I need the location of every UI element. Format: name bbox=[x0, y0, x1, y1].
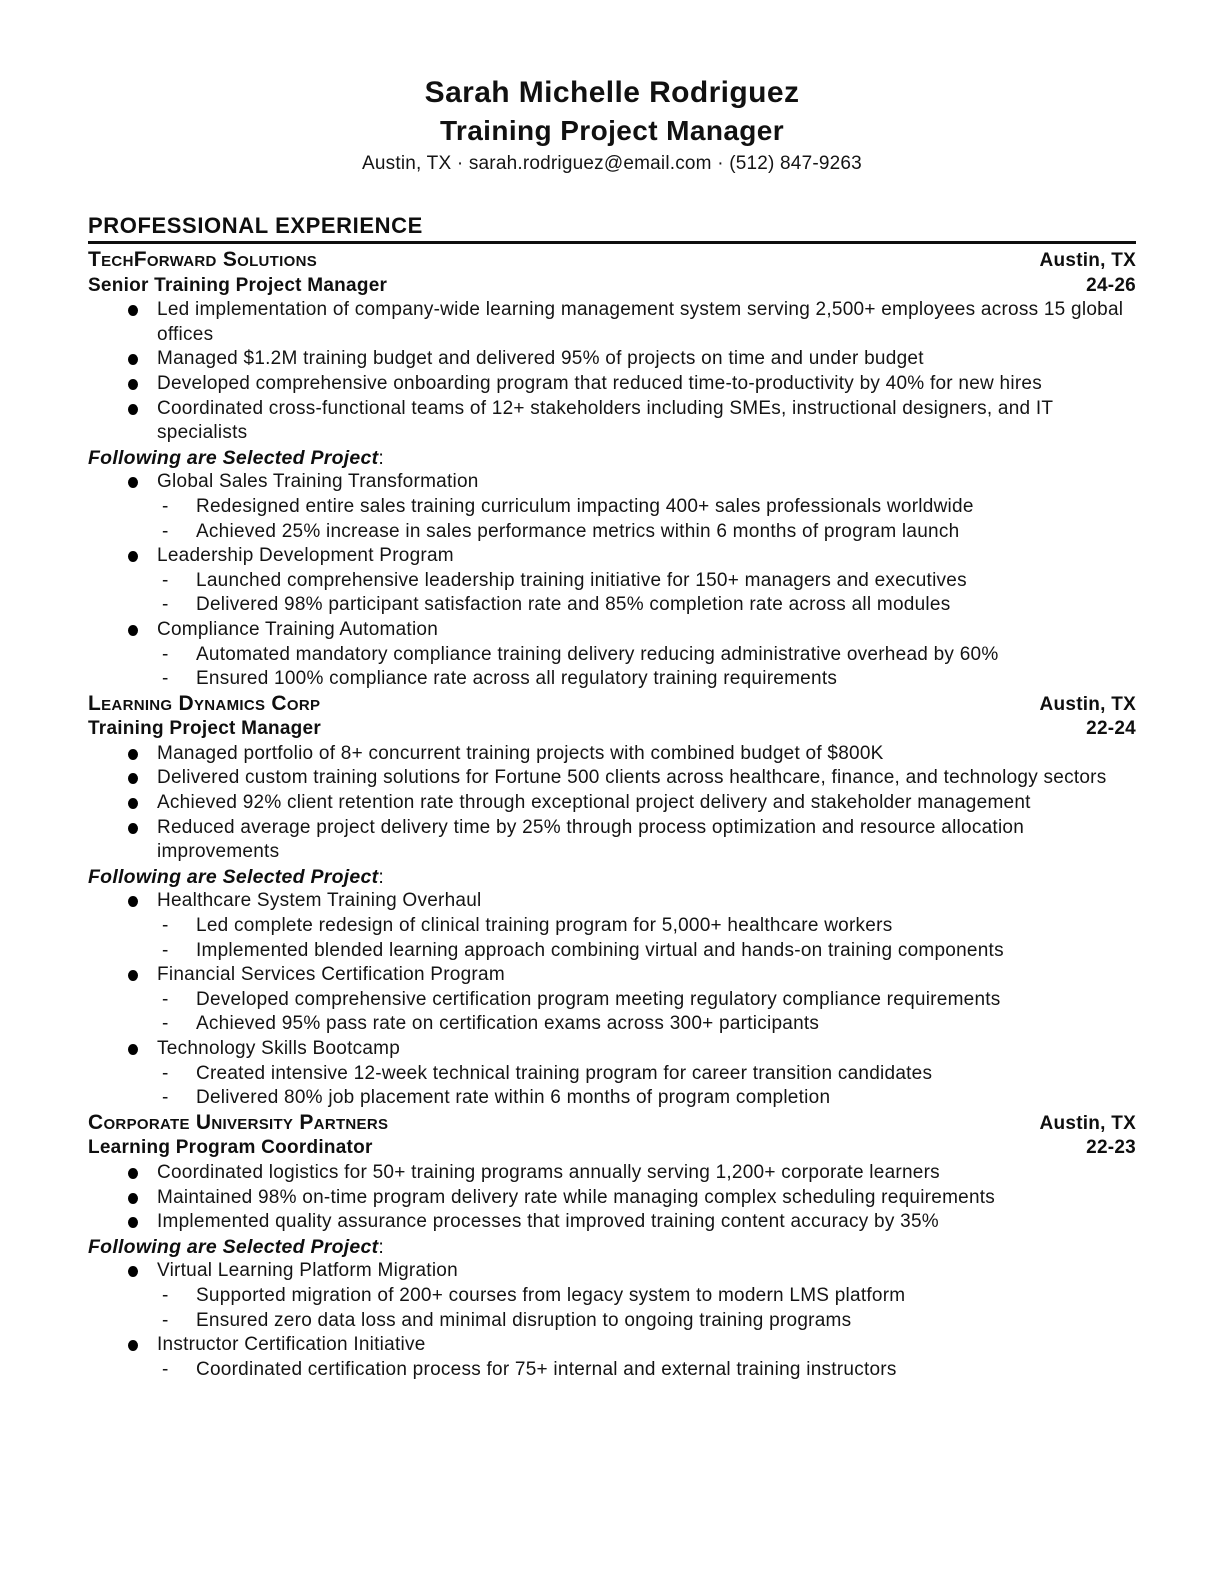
job-header-row bbox=[88, 248, 1136, 274]
company-name: Corporate University Partners bbox=[88, 1110, 389, 1134]
bullet-dot-icon bbox=[128, 1266, 138, 1277]
project-item bbox=[88, 963, 1136, 988]
bullet-text: Coordinated cross-functional teams of 12+ stakeholders including SMEs, instructional designers, and IT specialists bbox=[157, 397, 1053, 444]
bullet-dot-icon bbox=[128, 1217, 138, 1228]
project-detail-text: Supported migration of 200+ courses from legacy system to modern LMS platform bbox=[196, 1284, 906, 1306]
experience-section bbox=[88, 212, 1136, 1382]
bullet-item bbox=[88, 1210, 1136, 1235]
job-role: Senior Training Project Manager bbox=[88, 274, 388, 296]
project-detail-text: Achieved 95% pass rate on certification exams across 300+ participants bbox=[196, 1013, 820, 1035]
project-detail-item bbox=[88, 1062, 1136, 1087]
job-header-row bbox=[88, 692, 1136, 718]
project-name: Virtual Learning Platform Migration bbox=[157, 1260, 458, 1282]
project-detail-item bbox=[88, 569, 1136, 594]
project-name: Financial Services Certification Program bbox=[157, 964, 505, 986]
project-detail-item bbox=[88, 988, 1136, 1013]
bullet-text: Delivered custom training solutions for Fortune 500 clients across healthcare, finance, and technology sectors bbox=[157, 767, 1107, 789]
project-detail-text: Delivered 98% participant satisfaction rate and 85% completion rate across all modules bbox=[196, 594, 951, 616]
dash-icon: - bbox=[162, 988, 169, 1010]
project-detail-text: Created intensive 12-week technical training program for career transition candidates bbox=[196, 1062, 933, 1084]
dash-icon: - bbox=[162, 1309, 169, 1331]
selected-projects-colon: : bbox=[378, 1235, 384, 1258]
project-detail-item bbox=[88, 1284, 1136, 1309]
job-entry-techforward bbox=[88, 248, 1136, 692]
projects-list bbox=[88, 1259, 1136, 1382]
project-detail-item bbox=[88, 520, 1136, 545]
dash-icon: - bbox=[162, 1358, 169, 1380]
dash-icon: - bbox=[162, 643, 169, 665]
company-name: Learning Dynamics Corp bbox=[88, 691, 321, 715]
project-detail-item bbox=[88, 643, 1136, 668]
bullet-dot-icon bbox=[128, 379, 138, 390]
bullet-dot-icon bbox=[128, 773, 138, 784]
selected-projects-heading bbox=[88, 446, 1136, 471]
bullet-text: Reduced average project delivery time by 25% through process optimization and resource allocation improvements bbox=[157, 816, 1025, 863]
bullet-item bbox=[88, 766, 1136, 791]
project-name: Leadership Development Program bbox=[157, 545, 454, 567]
project-detail-item bbox=[88, 939, 1136, 964]
project-detail-item bbox=[88, 1309, 1136, 1334]
dash-icon: - bbox=[162, 495, 169, 517]
job-location: Austin, TX bbox=[1039, 693, 1136, 715]
bullet-dot-icon bbox=[128, 477, 138, 488]
bullet-dot-icon bbox=[128, 1193, 138, 1204]
bullet-dot-icon bbox=[128, 625, 138, 636]
job-dates: 24-26 bbox=[1086, 274, 1136, 296]
selected-projects-label: Following are Selected Project bbox=[88, 446, 379, 469]
project-item bbox=[88, 618, 1136, 643]
project-detail-item bbox=[88, 1086, 1136, 1111]
dash-icon: - bbox=[162, 520, 169, 542]
projects-list bbox=[88, 889, 1136, 1110]
selected-projects-heading bbox=[88, 865, 1136, 890]
job-location: Austin, TX bbox=[1039, 250, 1136, 271]
selected-projects-colon: : bbox=[378, 446, 384, 469]
bullet-item bbox=[88, 347, 1136, 372]
project-detail-item bbox=[88, 914, 1136, 939]
bullet-dot-icon bbox=[128, 823, 138, 834]
job-header-row bbox=[88, 1111, 1136, 1137]
bullet-item bbox=[88, 298, 1136, 347]
project-item bbox=[88, 544, 1136, 569]
section-heading: PROFESSIONAL EXPERIENCE bbox=[88, 213, 423, 238]
project-detail-item bbox=[88, 495, 1136, 520]
project-name: Compliance Training Automation bbox=[157, 618, 439, 640]
contact-line: Austin, TX · sarah.rodriguez@email.com · (512) 847-9263 bbox=[362, 153, 862, 174]
dash-icon: - bbox=[162, 1013, 169, 1035]
bullet-text: Coordinated logistics for 50+ training programs annually serving 1,200+ corporate learners bbox=[157, 1161, 940, 1183]
project-name: Global Sales Training Transformation bbox=[157, 471, 479, 493]
project-detail-item bbox=[88, 1358, 1136, 1383]
project-detail-text: Ensured zero data loss and minimal disruption to ongoing training programs bbox=[196, 1309, 852, 1331]
bullet-text: Maintained 98% on-time program delivery rate while managing complex scheduling requirements bbox=[157, 1186, 996, 1208]
project-detail-text: Delivered 80% job placement rate within 6 months of program completion bbox=[196, 1087, 831, 1109]
bullet-text: Managed $1.2M training budget and delivered 95% of projects on time and under budget bbox=[157, 348, 924, 370]
project-detail-text: Led complete redesign of clinical training program for 5,000+ healthcare workers bbox=[196, 915, 893, 937]
bullet-text: Implemented quality assurance processes that improved training content accuracy by 35% bbox=[157, 1211, 939, 1233]
bullet-item bbox=[88, 1186, 1136, 1211]
bullet-item bbox=[88, 397, 1136, 446]
dash-icon: - bbox=[162, 1087, 169, 1109]
project-detail-text: Launched comprehensive leadership training initiative for 150+ managers and executives bbox=[196, 569, 967, 591]
project-item bbox=[88, 470, 1136, 495]
bullet-dot-icon bbox=[128, 1340, 138, 1351]
project-detail-text: Achieved 25% increase in sales performance metrics within 6 months of program launch bbox=[196, 520, 960, 542]
projects-list bbox=[88, 470, 1136, 691]
bullet-item bbox=[88, 1161, 1136, 1186]
job-dates: 22-24 bbox=[1086, 718, 1136, 740]
company-name: TechForward Solutions bbox=[88, 248, 318, 271]
project-detail-item bbox=[88, 1012, 1136, 1037]
job-highlights-list bbox=[88, 298, 1136, 446]
bullet-dot-icon bbox=[128, 798, 138, 809]
job-entry-corporate-university bbox=[88, 1111, 1136, 1383]
job-highlights-list bbox=[88, 1161, 1136, 1235]
bullet-dot-icon bbox=[128, 970, 138, 981]
job-highlights-list bbox=[88, 742, 1136, 865]
person-name: Sarah Michelle Rodriguez bbox=[424, 76, 800, 109]
dash-icon: - bbox=[162, 915, 169, 937]
bullet-dot-icon bbox=[128, 749, 138, 760]
selected-projects-heading bbox=[88, 1235, 1136, 1260]
project-item bbox=[88, 889, 1136, 914]
bullet-text: Developed comprehensive onboarding program that reduced time-to-productivity by 40% for new hires bbox=[157, 372, 1042, 394]
project-item bbox=[88, 1259, 1136, 1284]
project-detail-text: Automated mandatory compliance training delivery reducing administrative overhead by 60% bbox=[196, 643, 999, 665]
project-detail-text: Implemented blended learning approach combining virtual and hands-on training components bbox=[196, 939, 1004, 961]
person-title: Training Project Manager bbox=[439, 115, 785, 146]
project-detail-text: Coordinated certification process for 75+ internal and external training instructors bbox=[196, 1358, 897, 1380]
job-role-row bbox=[88, 1136, 1136, 1161]
dash-icon: - bbox=[162, 594, 169, 616]
dash-icon: - bbox=[162, 1284, 169, 1306]
job-dates: 22-23 bbox=[1086, 1137, 1136, 1159]
dash-icon: - bbox=[162, 668, 169, 690]
job-role-row bbox=[88, 274, 1136, 299]
bullet-text: Managed portfolio of 8+ concurrent training projects with combined budget of $800K bbox=[157, 742, 884, 764]
project-item bbox=[88, 1037, 1136, 1062]
bullet-item bbox=[88, 816, 1136, 865]
bullet-item bbox=[88, 742, 1136, 767]
resume-header bbox=[88, 74, 1136, 176]
bullet-dot-icon bbox=[128, 354, 138, 365]
project-detail-text: Ensured 100% compliance rate across all regulatory training requirements bbox=[196, 668, 838, 690]
project-detail-text: Developed comprehensive certification program meeting regulatory compliance requirements bbox=[196, 988, 1001, 1010]
bullet-dot-icon bbox=[128, 551, 138, 562]
job-role: Training Project Manager bbox=[88, 718, 321, 740]
job-role: Learning Program Coordinator bbox=[88, 1137, 373, 1159]
project-item bbox=[88, 1333, 1136, 1358]
bullet-text: Led implementation of company-wide learning management system serving 2,500+ employees across 15 global offices bbox=[157, 299, 1124, 345]
dash-icon: - bbox=[162, 569, 169, 591]
dash-icon: - bbox=[162, 1062, 169, 1084]
dash-icon: - bbox=[162, 939, 169, 961]
bullet-text: Achieved 92% client retention rate through exceptional project delivery and stakeholder management bbox=[157, 792, 1031, 814]
section-rule bbox=[88, 241, 1136, 244]
project-name: Healthcare System Training Overhaul bbox=[157, 890, 482, 912]
bullet-dot-icon bbox=[128, 305, 138, 316]
selected-projects-label: Following are Selected Project bbox=[88, 1235, 379, 1258]
job-entry-learning-dynamics bbox=[88, 692, 1136, 1111]
project-name: Technology Skills Bootcamp bbox=[157, 1038, 401, 1059]
bullet-dot-icon bbox=[128, 1168, 138, 1179]
job-location: Austin, TX bbox=[1039, 1112, 1136, 1134]
bullet-item bbox=[88, 791, 1136, 816]
bullet-dot-icon bbox=[128, 896, 138, 907]
bullet-item bbox=[88, 372, 1136, 397]
selected-projects-label: Following are Selected Project bbox=[88, 865, 379, 888]
project-detail-item bbox=[88, 593, 1136, 618]
project-name: Instructor Certification Initiative bbox=[157, 1334, 426, 1356]
bullet-dot-icon bbox=[128, 404, 138, 415]
bullet-dot-icon bbox=[128, 1044, 138, 1055]
project-detail-text: Redesigned entire sales training curriculum impacting 400+ sales professionals worldwide bbox=[196, 495, 974, 517]
job-role-row bbox=[88, 717, 1136, 742]
selected-projects-colon: : bbox=[378, 865, 384, 888]
project-detail-item bbox=[88, 667, 1136, 692]
